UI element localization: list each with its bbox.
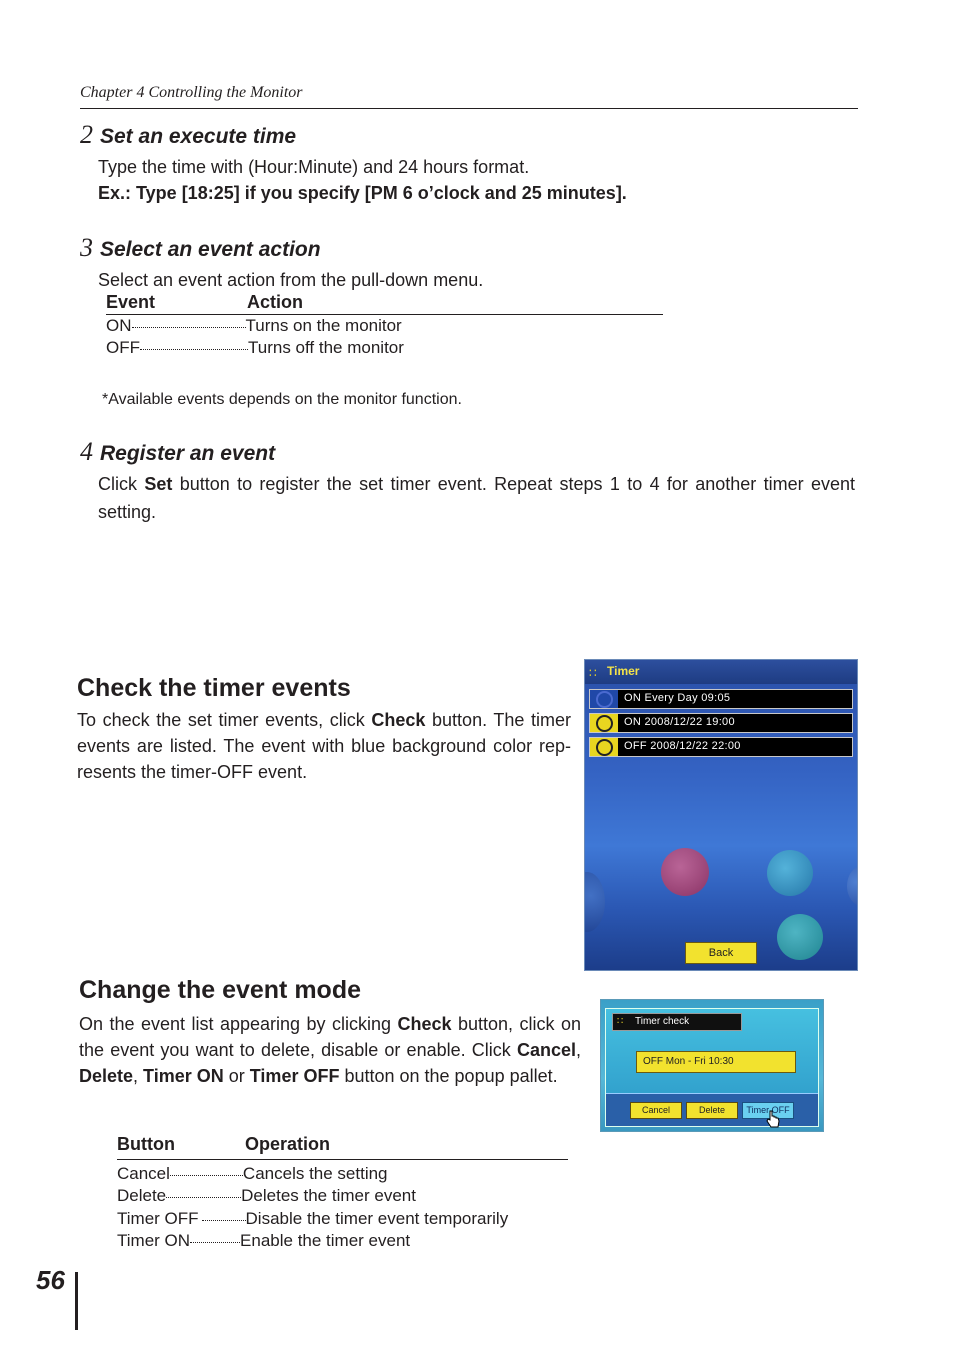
table-row: [117, 1164, 388, 1184]
event-name: ON: [106, 316, 132, 335]
step-text: Click Set button to register the set timer event. Repeat steps 1 to 4 for another timer event setting.: [98, 474, 855, 522]
timer-title: Timer: [607, 664, 640, 678]
step-title: Set an execute time: [100, 125, 297, 148]
page-number: 56: [36, 1265, 65, 1295]
hand-cursor-icon: [766, 1110, 780, 1128]
cancel-button[interactable]: Cancel: [630, 1102, 682, 1119]
leader-dots: [166, 1197, 241, 1198]
timer-event-row[interactable]: [589, 713, 853, 733]
leader-dots: [140, 349, 248, 350]
selected-event[interactable]: OFF Mon - Fri 10:30: [636, 1051, 796, 1073]
step-number: 4: [80, 437, 93, 466]
clock-icon: [596, 691, 613, 708]
popup-button-bar: [606, 1093, 818, 1126]
event-name: OFF: [106, 338, 140, 357]
event-action: Turns on the monitor: [245, 316, 402, 335]
step-title: Register an event: [100, 442, 276, 465]
timer-event-text: ON 2008/12/22 19:00: [624, 716, 735, 728]
leader-dots: [132, 327, 246, 328]
button-name: Delete: [117, 1186, 167, 1205]
button-table-header-button: Button: [117, 1134, 175, 1154]
step-example: Ex.: Type [18:25] if you specify [PM 6 o’clock and 25 minutes].: [98, 183, 627, 203]
event-table-header-event: Event: [106, 292, 156, 312]
step-number: 2: [80, 120, 93, 149]
timer-screenshot: [584, 659, 858, 971]
leader-dots: [190, 1242, 240, 1243]
bubble-icon: [847, 866, 858, 906]
popup-pallet: [605, 1008, 819, 1127]
step-text: Type the time with (Hour:Minute) and 24 hours format.: [98, 157, 530, 177]
button-name: Timer OFF: [117, 1209, 199, 1228]
button-operation: Enable the timer event: [240, 1231, 411, 1250]
button-operation: Deletes the timer event: [241, 1186, 416, 1205]
table-row: [106, 338, 404, 358]
step-number: 3: [80, 233, 93, 262]
delete-button[interactable]: Delete: [686, 1102, 738, 1119]
table-row: [117, 1231, 410, 1251]
grid-icon: ∷: [617, 1016, 624, 1027]
clock-icon: [596, 739, 613, 756]
popup-caption: ∷ Timer check: [612, 1013, 742, 1031]
button-operation: Disable the timer event temporarily: [245, 1209, 509, 1228]
button-table-header-operation: Operation: [245, 1134, 331, 1154]
event-action: Turns off the monitor: [248, 338, 404, 357]
event-note: *Available events depends on the monitor function.: [102, 391, 462, 408]
section-title-check: Check the timer events: [77, 674, 351, 702]
button-operation: Cancels the setting: [242, 1164, 388, 1183]
button-name: Timer ON: [117, 1231, 191, 1250]
timer-event-row[interactable]: [589, 689, 853, 709]
settings-bubble-icon: [777, 914, 823, 960]
leader-dots: [170, 1175, 243, 1176]
step-title: Select an event action: [100, 238, 321, 261]
timer-off-button[interactable]: Timer OFF: [742, 1102, 794, 1119]
bubble-icon: [584, 872, 605, 932]
check-text: To check the set timer events, click Check button. The timer events are listed. The event with blue background color rep-resents the timer-OFF event.: [77, 710, 571, 782]
grid-icon: ∷: [589, 666, 597, 680]
table-row: [117, 1186, 416, 1206]
popup-screenshot: [600, 999, 824, 1132]
section-title-change: Change the event mode: [79, 976, 361, 1004]
tools-bubble-icon: [767, 850, 813, 896]
timer-header: [585, 660, 857, 684]
button-name: Cancel: [117, 1164, 170, 1183]
event-table-rule: [106, 314, 663, 315]
header-rule: [80, 108, 858, 109]
leader-dots: [202, 1220, 246, 1221]
button-table-rule: [117, 1159, 568, 1160]
chapter-header: Chapter 4 Controlling the Monitor: [80, 84, 303, 101]
table-row: [106, 316, 402, 336]
page-number-bar: [75, 1272, 78, 1330]
mail-bubble-icon: [661, 848, 709, 896]
timer-event-row[interactable]: [589, 737, 853, 757]
clock-icon: [596, 715, 613, 732]
timer-event-text: ON Every Day 09:05: [624, 692, 731, 704]
change-text: On the event list appearing by clicking Check button, click on the event you want to delete, disable or enable. Click Cancel, Delete, Timer ON or Timer OFF button on the popup pallet.: [79, 1014, 581, 1086]
event-table-header-action: Action: [247, 292, 303, 312]
step-text: Select an event action from the pull-down menu.: [98, 270, 484, 290]
table-row: [117, 1209, 508, 1229]
timer-event-text: OFF 2008/12/22 22:00: [624, 740, 741, 752]
back-button[interactable]: Back: [685, 942, 757, 964]
